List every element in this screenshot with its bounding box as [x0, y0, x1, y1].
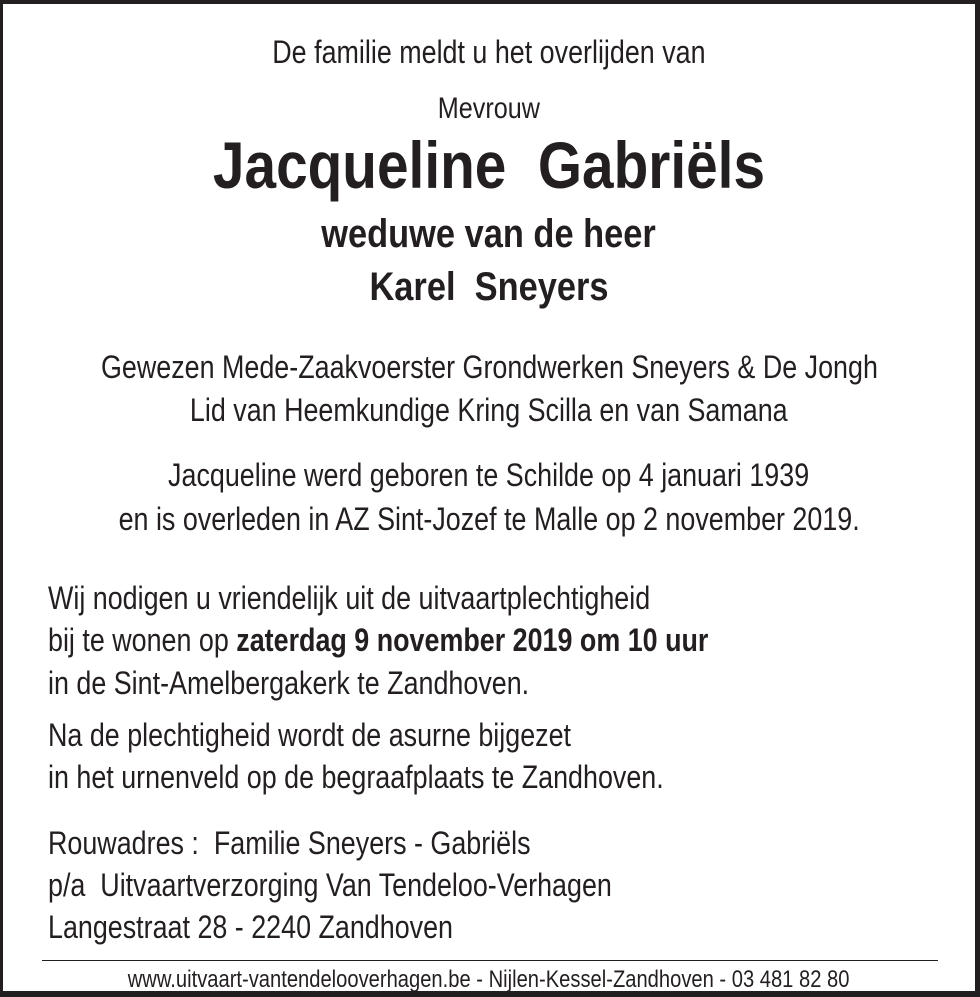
footer-divider	[42, 960, 938, 961]
invitation-line	[48, 622, 834, 659]
mourning-address-line: Rouwadres : Familie Sneyers - Gabriëls	[48, 825, 531, 861]
role-line: Lid van Heemkundige Kring Scilla en van Samana	[190, 392, 788, 428]
mourning-address-line: p/a Uitvaartverzorging Van Tendeloo-Verhagen	[48, 867, 612, 903]
invitation-line: Wij nodigen u vriendelijk uit de uitvaartplechtigheid	[48, 580, 651, 616]
widow-line: weduwe van de heer	[321, 212, 657, 256]
burial-line: in het urnenveld op de begraafplaats te Zandhoven.	[48, 759, 664, 795]
deceased-name: Jacqueline Gabriëls	[212, 128, 766, 202]
honorific: Mevrouw	[437, 92, 541, 125]
funeral-home-footer: www.uitvaart-vantendelooverhagen.be - Nijlen-Kessel-Zandhoven - 03 481 82 80	[128, 966, 850, 993]
birth-line: Jacqueline werd geboren te Schilde op 4 januari 1939	[168, 457, 810, 493]
burial-line: Na de plechtigheid wordt de asurne bijgezet	[48, 717, 572, 753]
ceremony-datetime: zaterdag 9 november 2019 om 10 uur	[236, 622, 709, 658]
husband-name: Karel Sneyers	[369, 265, 609, 309]
mourning-address-line: Langestraat 28 - 2240 Zandhoven	[48, 909, 453, 945]
invitation-line: in de Sint-Amelbergakerk te Zandhoven.	[48, 665, 530, 701]
role-line: Gewezen Mede-Zaakvoerster Grondwerken Sneyers & De Jongh	[100, 349, 878, 385]
invitation-prefix: bij te wonen op	[48, 622, 237, 658]
death-line: en is overleden in AZ Sint-Jozef te Malle op 2 november 2019.	[118, 501, 860, 537]
intro-text: De familie meldt u het overlijden van	[272, 34, 706, 70]
